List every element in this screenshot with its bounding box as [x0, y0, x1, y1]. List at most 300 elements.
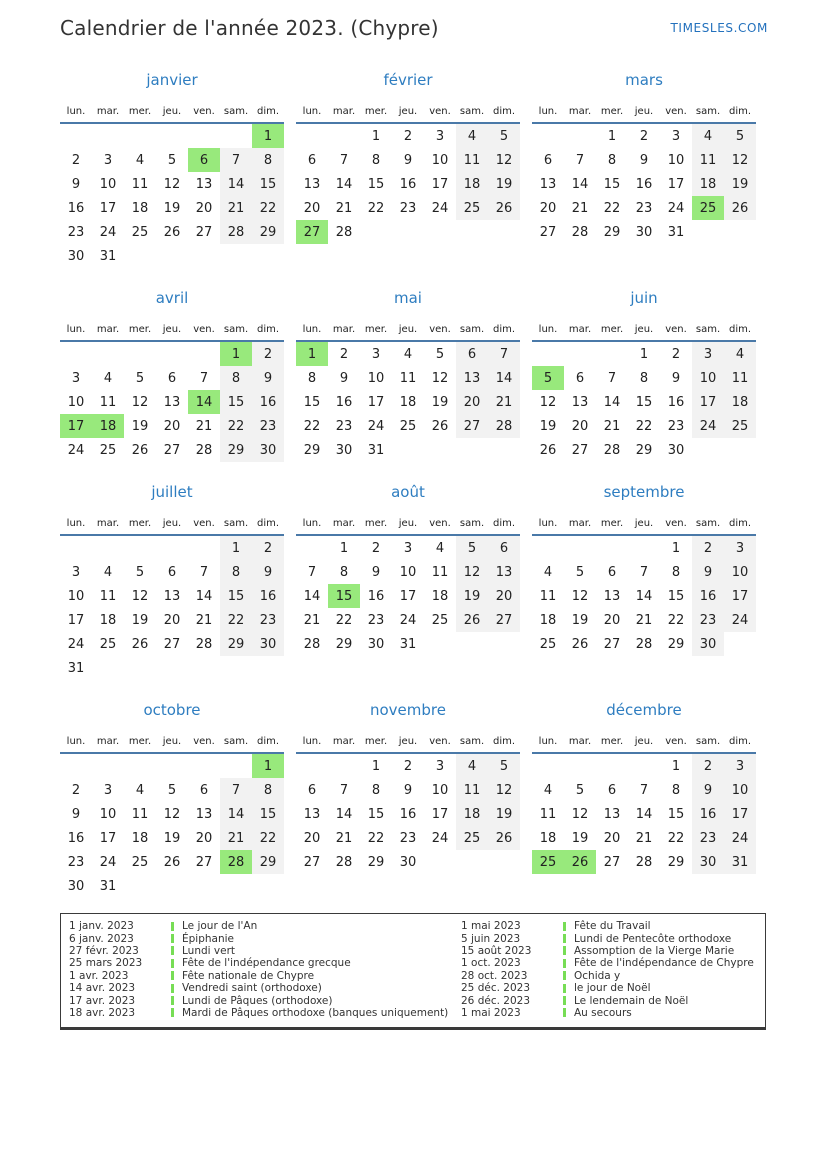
empty-cell	[532, 123, 564, 148]
month-table	[60, 726, 284, 898]
weekday-header: jeu.	[392, 314, 424, 341]
week-row	[60, 826, 284, 850]
legend-label: Fête de l'indépendance grecque	[182, 957, 351, 970]
week-row	[60, 438, 284, 462]
day-cell: 4	[692, 123, 724, 148]
day-cell: 14	[635, 588, 653, 604]
day-cell: 28	[195, 442, 213, 458]
day-cell: 23	[399, 830, 417, 846]
day-cell: 28	[635, 636, 653, 652]
day-cell: 30	[635, 224, 653, 240]
day-cell: 26	[131, 442, 149, 458]
day-cell: 29	[335, 636, 353, 652]
week-row	[532, 148, 756, 172]
weekday-header: ven.	[188, 96, 220, 123]
day-cell: 10	[431, 782, 449, 798]
day-cell: 4	[403, 346, 413, 362]
day-cell: 15	[367, 176, 385, 192]
day-cell: 25	[692, 196, 724, 220]
day-cell: 31	[67, 660, 85, 676]
month-title: février	[383, 71, 433, 89]
weekday-header: dim.	[252, 508, 284, 535]
day-cell: 11	[399, 370, 417, 386]
day-cell: 12	[539, 394, 557, 410]
day-cell: 18	[431, 588, 449, 604]
empty-cell	[692, 438, 724, 462]
day-cell: 2	[371, 540, 381, 556]
legend-entry	[69, 957, 461, 969]
weekday-header: ven.	[660, 726, 692, 753]
day-cell: 5	[575, 782, 585, 798]
empty-cell	[296, 123, 328, 148]
holiday-marker-icon	[563, 1008, 566, 1017]
weekday-header: ven.	[424, 508, 456, 535]
empty-cell	[188, 874, 220, 898]
day-cell: 1	[671, 540, 681, 556]
week-row	[532, 390, 756, 414]
weekday-header: ven.	[188, 314, 220, 341]
day-cell: 18	[724, 390, 756, 414]
day-cell: 27	[163, 636, 181, 652]
weekday-header: ven.	[424, 314, 456, 341]
day-cell: 24	[724, 826, 756, 850]
weekday-header: mer.	[360, 726, 392, 753]
day-cell: 16	[692, 584, 724, 608]
day-cell: 2	[71, 782, 81, 798]
day-cell: 25	[456, 196, 488, 220]
legend-entry	[461, 994, 757, 1006]
day-cell: 26	[539, 442, 557, 458]
month-table	[60, 314, 284, 462]
week-row	[60, 560, 284, 584]
day-cell: 24	[724, 608, 756, 632]
weekdays-row	[60, 314, 284, 341]
day-cell: 10	[99, 806, 117, 822]
day-cell: 10	[399, 564, 417, 580]
day-cell: 4	[724, 341, 756, 366]
day-cell: 7	[199, 370, 209, 386]
day-cell: 10	[667, 152, 685, 168]
week-row	[60, 196, 284, 220]
day-cell: 5	[135, 370, 145, 386]
empty-cell	[488, 438, 520, 462]
weekday-header: sam.	[456, 314, 488, 341]
day-cell: 30	[335, 442, 353, 458]
day-cell: 3	[671, 128, 681, 144]
day-cell: 28	[220, 220, 252, 244]
weekday-header: sam.	[692, 314, 724, 341]
day-cell: 27	[571, 442, 589, 458]
day-cell: 2	[403, 758, 413, 774]
week-row	[532, 220, 756, 244]
month-title: juin	[630, 289, 658, 307]
week-row	[532, 608, 756, 632]
weekdays-row	[60, 508, 284, 535]
day-cell: 7	[575, 152, 585, 168]
day-cell: 22	[335, 612, 353, 628]
empty-cell	[488, 850, 520, 874]
day-cell: 1	[671, 758, 681, 774]
day-cell: 28	[335, 854, 353, 870]
weekdays-row	[532, 96, 756, 123]
day-cell: 8	[252, 148, 284, 172]
weekday-header: lun.	[532, 96, 564, 123]
legend-date: 1 janv. 2023	[69, 920, 134, 933]
day-cell: 25	[399, 418, 417, 434]
empty-cell	[92, 123, 124, 148]
day-cell: 18	[92, 414, 124, 438]
week-row	[60, 656, 284, 680]
legend-date: 18 avr. 2023	[69, 1006, 136, 1019]
day-cell: 30	[399, 854, 417, 870]
day-cell: 13	[303, 806, 321, 822]
holiday-marker-icon	[171, 922, 174, 931]
day-cell: 31	[724, 850, 756, 874]
weekdays-row	[296, 726, 520, 753]
month-octobre	[60, 701, 284, 898]
weekday-header: mer.	[124, 508, 156, 535]
empty-cell	[156, 535, 188, 560]
weekday-header: lun.	[532, 314, 564, 341]
day-cell: 31	[667, 224, 685, 240]
week-row	[296, 148, 520, 172]
weekday-header: sam.	[456, 508, 488, 535]
day-cell: 25	[99, 442, 117, 458]
day-cell: 15	[603, 176, 621, 192]
day-cell: 24	[431, 200, 449, 216]
day-cell: 5	[167, 152, 177, 168]
day-cell: 12	[571, 806, 589, 822]
day-cell: 9	[71, 806, 81, 822]
weekday-header: dim.	[488, 96, 520, 123]
month-title: mars	[625, 71, 663, 89]
week-row	[60, 148, 284, 172]
week-row	[296, 535, 520, 560]
day-cell: 17	[724, 584, 756, 608]
week-row	[60, 874, 284, 898]
legend-date: 6 janv. 2023	[69, 932, 134, 945]
weekdays-row	[532, 508, 756, 535]
day-cell: 6	[188, 148, 220, 172]
day-cell: 20	[163, 418, 181, 434]
month-mars	[532, 71, 756, 244]
day-cell: 8	[220, 366, 252, 390]
day-cell: 8	[220, 560, 252, 584]
day-cell: 15	[220, 390, 252, 414]
legend-box	[60, 913, 766, 1030]
month-table	[532, 96, 756, 244]
week-row	[296, 438, 520, 462]
day-cell: 14	[220, 802, 252, 826]
legend-label: Lundi de Pâques (orthodoxe)	[182, 994, 333, 1007]
day-cell: 19	[571, 830, 589, 846]
empty-cell	[124, 656, 156, 680]
day-cell: 11	[539, 588, 557, 604]
day-cell: 15	[667, 588, 685, 604]
legend-date: 14 avr. 2023	[69, 982, 136, 995]
legend-entry	[69, 1007, 461, 1019]
day-cell: 2	[252, 341, 284, 366]
weekday-header: ven.	[660, 508, 692, 535]
legend-entry	[461, 932, 757, 944]
day-cell: 1	[639, 346, 649, 362]
day-cell: 28	[571, 224, 589, 240]
day-cell: 20	[163, 612, 181, 628]
day-cell: 4	[435, 540, 445, 556]
week-row	[60, 778, 284, 802]
day-cell: 23	[692, 826, 724, 850]
weekdays-row	[60, 726, 284, 753]
holiday-marker-icon	[171, 946, 174, 955]
day-cell: 21	[303, 612, 321, 628]
day-cell: 22	[635, 418, 653, 434]
holiday-marker-icon	[563, 959, 566, 968]
weekday-header: mar.	[328, 96, 360, 123]
day-cell: 5	[135, 564, 145, 580]
empty-cell	[392, 220, 424, 244]
day-cell: 14	[571, 176, 589, 192]
empty-cell	[692, 220, 724, 244]
page-header	[60, 16, 768, 40]
month-table	[532, 508, 756, 656]
day-cell: 26	[571, 636, 589, 652]
week-row	[532, 341, 756, 366]
day-cell: 4	[135, 152, 145, 168]
weekdays-row	[532, 726, 756, 753]
day-cell: 17	[67, 612, 85, 628]
legend-label: Assomption de la Vierge Marie	[574, 944, 735, 957]
day-cell: 18	[456, 172, 488, 196]
empty-cell	[188, 535, 220, 560]
week-row	[60, 414, 284, 438]
empty-cell	[156, 656, 188, 680]
day-cell: 17	[431, 806, 449, 822]
day-cell: 16	[399, 176, 417, 192]
day-cell: 28	[635, 854, 653, 870]
day-cell: 3	[724, 753, 756, 778]
month-aout	[296, 483, 520, 656]
weekday-header: mer.	[596, 96, 628, 123]
empty-cell	[124, 244, 156, 268]
day-cell: 4	[456, 123, 488, 148]
day-cell: 1	[607, 128, 617, 144]
day-cell: 19	[488, 802, 520, 826]
day-cell: 31	[367, 442, 385, 458]
empty-cell	[488, 220, 520, 244]
week-row	[60, 753, 284, 778]
weekday-header: mer.	[360, 314, 392, 341]
week-row	[296, 341, 520, 366]
month-table	[532, 726, 756, 874]
day-cell: 2	[692, 753, 724, 778]
legend-entry	[461, 970, 757, 982]
day-cell: 8	[371, 152, 381, 168]
empty-cell	[124, 123, 156, 148]
day-cell: 6	[167, 370, 177, 386]
weekday-header: mer.	[360, 96, 392, 123]
day-cell: 21	[635, 830, 653, 846]
day-cell: 9	[252, 366, 284, 390]
month-table	[296, 508, 520, 656]
weekday-header: dim.	[724, 96, 756, 123]
day-cell: 14	[635, 806, 653, 822]
day-cell: 23	[67, 854, 85, 870]
day-cell: 15	[252, 172, 284, 196]
weekday-header: mar.	[564, 508, 596, 535]
brand-link[interactable]: TIMESLES.COM	[670, 21, 768, 35]
empty-cell	[724, 438, 756, 462]
holiday-marker-icon	[563, 971, 566, 980]
day-cell: 22	[367, 830, 385, 846]
day-cell: 20	[195, 830, 213, 846]
week-row	[296, 584, 520, 608]
day-cell: 28	[303, 636, 321, 652]
day-cell: 28	[488, 414, 520, 438]
legend-label: Épiphanie	[182, 932, 235, 945]
empty-cell	[564, 341, 596, 366]
empty-cell	[628, 535, 660, 560]
day-cell: 6	[607, 782, 617, 798]
legend-label: Lundi de Pentecôte orthodoxe	[574, 932, 732, 945]
day-cell: 1	[220, 341, 252, 366]
day-cell: 28	[220, 850, 252, 874]
day-cell: 1	[252, 753, 284, 778]
day-cell: 30	[692, 850, 724, 874]
legend-column	[461, 920, 757, 1019]
legend-label: Lundi vert	[182, 944, 236, 957]
weekday-header: lun.	[60, 314, 92, 341]
day-cell: 5	[575, 564, 585, 580]
day-cell: 6	[199, 782, 209, 798]
empty-cell	[296, 753, 328, 778]
day-cell: 19	[724, 172, 756, 196]
day-cell: 8	[671, 564, 681, 580]
day-cell: 22	[667, 830, 685, 846]
day-cell: 2	[339, 346, 349, 362]
day-cell: 6	[307, 152, 317, 168]
day-cell: 21	[635, 612, 653, 628]
month-avril	[60, 289, 284, 462]
day-cell: 9	[692, 560, 724, 584]
day-cell: 12	[431, 370, 449, 386]
day-cell: 3	[371, 346, 381, 362]
week-row	[532, 584, 756, 608]
week-row	[532, 850, 756, 874]
weekday-header: lun.	[60, 508, 92, 535]
empty-cell	[124, 535, 156, 560]
day-cell: 16	[667, 394, 685, 410]
month-juillet	[60, 483, 284, 680]
month-title: septembre	[603, 483, 685, 501]
day-cell: 13	[488, 560, 520, 584]
day-cell: 16	[692, 802, 724, 826]
empty-cell	[328, 123, 360, 148]
weekday-header: mar.	[328, 726, 360, 753]
empty-cell	[220, 753, 252, 778]
page-title: Calendrier de l'année 2023. (Chypre)	[60, 16, 439, 40]
empty-cell	[532, 753, 564, 778]
day-cell: 7	[199, 564, 209, 580]
day-cell: 12	[724, 148, 756, 172]
holiday-marker-icon	[563, 984, 566, 993]
week-row	[532, 438, 756, 462]
day-cell: 3	[103, 152, 113, 168]
empty-cell	[532, 341, 564, 366]
day-cell: 7	[307, 564, 317, 580]
weekday-header: sam.	[220, 96, 252, 123]
month-table	[296, 726, 520, 874]
weekday-header: mer.	[596, 508, 628, 535]
day-cell: 27	[488, 608, 520, 632]
day-cell: 11	[99, 394, 117, 410]
week-row	[60, 220, 284, 244]
weekday-header: jeu.	[628, 96, 660, 123]
legend-entry	[461, 957, 757, 969]
legend-date: 25 déc. 2023	[461, 982, 530, 995]
weekday-header: ven.	[424, 726, 456, 753]
legend-date: 26 déc. 2023	[461, 994, 530, 1007]
day-cell: 19	[456, 584, 488, 608]
day-cell: 14	[488, 366, 520, 390]
day-cell: 5	[488, 753, 520, 778]
day-cell: 17	[99, 200, 117, 216]
week-row	[60, 802, 284, 826]
day-cell: 19	[488, 172, 520, 196]
weekday-header: jeu.	[156, 508, 188, 535]
day-cell: 18	[539, 830, 557, 846]
day-cell: 20	[571, 418, 589, 434]
empty-cell	[424, 850, 456, 874]
day-cell: 12	[488, 148, 520, 172]
month-fevrier	[296, 71, 520, 244]
day-cell: 24	[99, 854, 117, 870]
weekday-header: ven.	[660, 314, 692, 341]
day-cell: 26	[131, 636, 149, 652]
holiday-marker-icon	[171, 971, 174, 980]
weekday-header: dim.	[252, 96, 284, 123]
day-cell: 6	[543, 152, 553, 168]
day-cell: 22	[303, 418, 321, 434]
day-cell: 27	[195, 854, 213, 870]
month-title: avril	[155, 289, 189, 307]
weekdays-row	[296, 96, 520, 123]
empty-cell	[456, 850, 488, 874]
day-cell: 24	[67, 636, 85, 652]
day-cell: 9	[339, 370, 349, 386]
weekday-header: sam.	[220, 314, 252, 341]
legend-label: Ochida y	[574, 969, 621, 982]
weekday-header: ven.	[188, 508, 220, 535]
legend-label: le jour de Noël	[574, 982, 651, 995]
day-cell: 2	[671, 346, 681, 362]
week-row	[532, 560, 756, 584]
weekday-header: sam.	[220, 508, 252, 535]
day-cell: 15	[667, 806, 685, 822]
holiday-marker-icon	[171, 959, 174, 968]
day-cell: 20	[303, 200, 321, 216]
day-cell: 10	[724, 560, 756, 584]
legend-entry	[69, 920, 461, 932]
week-row	[296, 753, 520, 778]
week-row	[60, 244, 284, 268]
day-cell: 15	[252, 802, 284, 826]
day-cell: 19	[539, 418, 557, 434]
empty-cell	[596, 753, 628, 778]
day-cell: 25	[431, 612, 449, 628]
day-cell: 3	[435, 758, 445, 774]
day-cell: 20	[456, 390, 488, 414]
empty-cell	[188, 656, 220, 680]
